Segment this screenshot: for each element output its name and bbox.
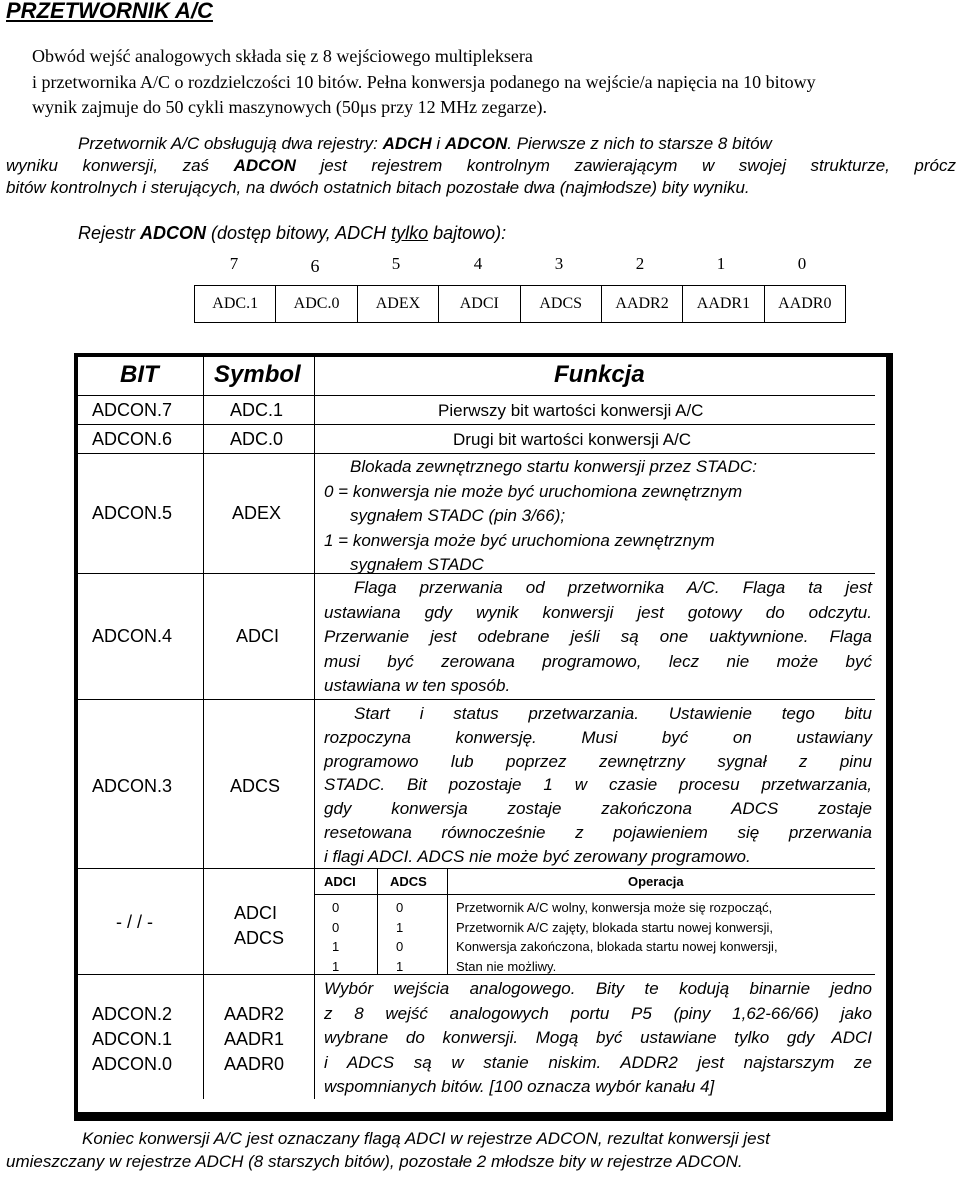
bit-cell: ADCON.4 — [92, 626, 173, 646]
bit-number-3: 3 — [554, 254, 564, 273]
function-cell: Pierwszy bit wartości konwersji A/C — [438, 401, 704, 420]
bit-cell: ADCON.2 ADCON.1 ADCON.0 — [92, 1004, 173, 1074]
bit-cell: ADCON.3 — [92, 776, 173, 796]
bit-number-4: 4 — [473, 254, 483, 273]
register-cell: AADR1 — [683, 286, 764, 322]
function-cell: Flaga przerwania od przetwornika A/C. Flaga ta jest ustawiana gdy wynik konwersji jest gotowy do odczytu. Przerwanie jest odebrane jeśli są one uaktywnione. Flaga musi być zerowana programowo, lecz nie może być ustawiana w ten sposób. — [324, 578, 872, 695]
intro-line-2: i przetwornika A/C o rozdzielczości 10 bitów. Pełna konwersja podanego na wejście/a napięcia na 10 bitowy — [32, 71, 816, 92]
symbol-cell: AADR2 AADR1 AADR0 — [224, 1004, 285, 1074]
function-cell: Start i status przetwarzania. Ustawienie tego bitu rozpoczyna konwersję. Musi być on ustawiany programowo lub poprzez zewnętrzny sygnał z pinu STADC. Bit pozostaje 1 w czasie procesu przetwarzania, gdy konwersja zostaje zakończona ADCS zostaje resetowana równocześnie z pojawieniem się przerwania i flagi ADCI. ADCS nie może być zerowany programowo. — [324, 704, 872, 866]
bit-cell: - / / - — [116, 912, 153, 932]
page-title: PRZETWORNIK A/C — [6, 0, 213, 23]
bit-cell: ADCON.7 — [92, 400, 173, 420]
header-symbol: Symbol — [214, 361, 301, 388]
header-bit: BIT — [120, 361, 159, 388]
bit-cell: ADCON.5 — [92, 503, 173, 523]
bit-cell: ADCON.6 — [92, 429, 173, 449]
intro-line-3: wynik zajmuje do 50 cykli maszynowych (50μs przy 12 MHz zegarze). — [32, 97, 547, 117]
footer-line-1: Koniec konwersji A/C jest oznaczany flagą ADCI w rejestrze ADCON, rezultat konwersji jest — [82, 1129, 770, 1148]
bit-number-1: 1 — [716, 254, 726, 273]
intro-line-1: Obwód wejść analogowych składa się z 8 wejściowego multipleksera — [32, 46, 533, 66]
subtable-header: ADCI — [324, 874, 356, 889]
register-label: Rejestr ADCON (dostęp bitowy, ADCH tylko bajtowo): — [78, 223, 507, 243]
symbol-cell: ADC.1 — [230, 400, 284, 420]
desc-line-3: bitów kontrolnych i sterujących, na dwóch ostatnich bitach pozostałe dwa (najmłodsze) bity wyniku. — [6, 178, 750, 197]
adcon-bit-table — [74, 353, 893, 1121]
register-cell: ADC.1 — [195, 286, 276, 322]
subtable-adcs-column: 0 1 0 1 — [396, 900, 404, 974]
bit-number-6: 6 — [310, 256, 320, 276]
function-cell: Drugi bit wartości konwersji A/C — [453, 430, 692, 449]
register-cell: AADR2 — [602, 286, 683, 322]
bit-number-0: 0 — [797, 254, 807, 273]
subtable-header: ADCS — [390, 874, 427, 889]
bit-number-5: 5 — [391, 254, 401, 273]
symbol-cell: ADCI ADCS — [234, 903, 285, 948]
subtable-header: Operacja — [628, 874, 684, 889]
subtable-operation-column: Przetwornik A/C wolny, konwersja może się rozpocząć, Przetwornik A/C zajęty, blokada startu nowej konwersji, Konwersja zakończona, blokada startu nowej konwersji, Stan nie możliwy. — [456, 900, 778, 974]
header-function: Funkcja — [554, 361, 645, 388]
intro-paragraph — [32, 44, 942, 121]
register-cell: ADC.0 — [276, 286, 357, 322]
symbol-cell: ADC.0 — [230, 429, 284, 449]
register-cell: ADCS — [521, 286, 602, 322]
desc-line-2: wyniku konwersji, zaś ADCON jest rejestrem kontrolnym zawierającym w swojej strukturze, prócz — [6, 156, 956, 175]
footer-line-2: umieszczany w rejestrze ADCH (8 starszych bitów), pozostałe 2 młodsze bity w rejestrze ADCON. — [6, 1152, 743, 1171]
subtable-adci-column: 0 0 1 1 — [332, 900, 340, 974]
symbol-cell: ADCI — [236, 626, 280, 646]
description-paragraph — [6, 133, 956, 199]
symbol-cell: ADEX — [232, 503, 282, 523]
register-cell: AADR0 — [778, 295, 832, 312]
bit-number-2: 2 — [635, 254, 645, 273]
function-cell: Wybór wejścia analogowego. Bity te kodują binarnie jedno z 8 wejść analogowych portu P5 (piny 1,62-66/66) jako wybrane do konwersji. Mogą być ustawiane tylko gdy ADCI i ADCS są w stanie niskim. ADDR2 jest najstarszym ze wspomnianych bitów. [100 oznacza wybór kanału 4] — [324, 979, 872, 1096]
footer-paragraph — [6, 1127, 956, 1173]
register-cell: ADCI — [439, 286, 520, 322]
adcon-register-diagram — [194, 285, 846, 323]
operation-subtable — [314, 868, 875, 974]
bit-number-7: 7 — [229, 254, 239, 273]
function-cell: Blokada zewnętrznego startu konwersji przez STADC: 0 = konwersja nie może być uruchomiona zewnętrznym sygnałem STADC (pin 3/66); 1 = konwersja może być uruchomiona zewnętrznym sygnałem STADC — [324, 457, 757, 574]
desc-line-1: Przetwornik A/C obsługują dwa rejestry: ADCH i ADCON. Pierwsze z nich to starsze 8 bitów — [78, 134, 772, 153]
symbol-cell: ADCS — [230, 776, 281, 796]
register-cell: ADEX — [358, 286, 439, 322]
